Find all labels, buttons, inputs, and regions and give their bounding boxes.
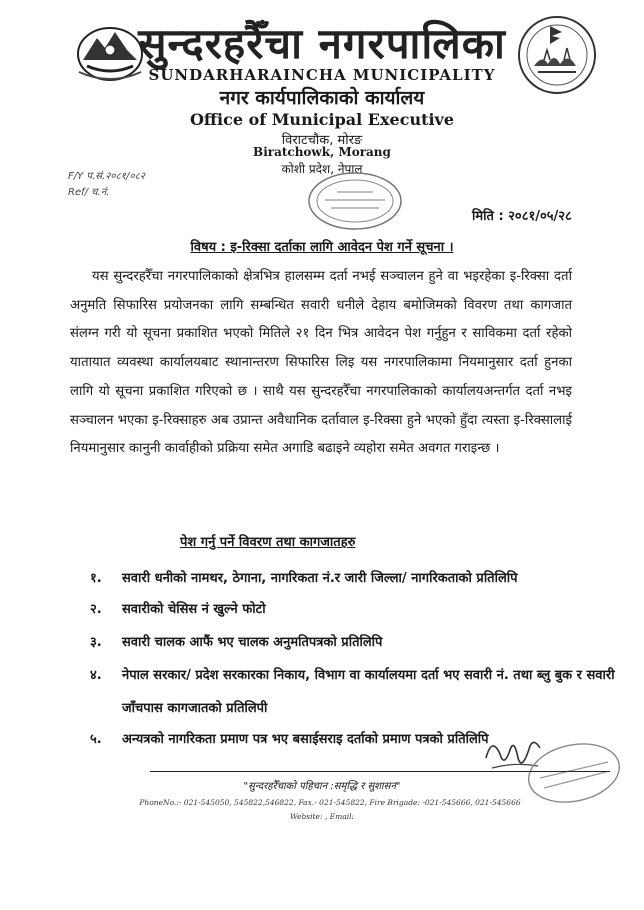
notice-subject: विषय : इ-रिक्सा दर्ताका लागि आवेदन पेश गर्ने सूचना । (190, 240, 454, 255)
office-name-english: Office of Municipal Executive (189, 110, 455, 129)
office-name-nepali: नगर कार्यपालिकाको कार्यालय (219, 87, 425, 109)
notice-date: मिति : २०८१/०५/२८ (472, 209, 572, 224)
document-item-number: १. (90, 571, 102, 586)
documents-heading: पेश गर्नु पर्ने विवरण तथा कागजातहरु (180, 535, 356, 550)
municipality-name-nepali: सुन्दरहरैँचा नगरपालिका (138, 19, 506, 68)
document-item (90, 659, 622, 725)
document-item (90, 593, 590, 626)
document-item (90, 562, 590, 595)
document-item-number: ५. (90, 732, 102, 747)
office-stamp-icon (303, 166, 407, 236)
document-item (90, 626, 590, 659)
document-item-text: नेपाल सरकार/ प्रदेश सरकारका निकाय, विभाग वा कार्यालयमा दर्ता भए सवारी नं. तथा ब्लु बुक र सवारी जाँचपास कागजातको प्रतिलिपी (122, 668, 615, 716)
municipality-name-english: SUNDARHARAINCHA MUNICIPALITY (148, 66, 496, 84)
document-item-text: सवारी चालक आफैं भए चालक अनुमतिपत्रको प्रतिलिपि (122, 635, 383, 650)
footer-slogan: "सुन्दरहरैँचाको पहिचान :समृद्धि र सुशासन" (243, 781, 401, 792)
address-nepali: विराटचौक, मोरङ (281, 133, 363, 148)
municipality-logo-icon (514, 14, 600, 96)
document-item-number: २. (90, 602, 102, 617)
document-item-text: अन्यत्रको नागरिकता प्रमाण पत्र भए बसाईसराइ दर्ताको प्रमाण पत्रको प्रतिलिपि (122, 732, 489, 747)
document-item-number: ३. (90, 635, 102, 650)
document-item-text: सवारीको चेसिस नं खुल्ने फोटो (122, 602, 266, 617)
dispatch-number: Ref/ च.नं. (68, 187, 110, 198)
footer-web-email: Website: , Email: (289, 812, 355, 821)
fiscal-year-ref: F/Y प.सं.२०८१/०८२ (68, 171, 145, 182)
footer-contacts: PhoneNo.:- 021-545050, 545822,546822, Fax.- 021-545822, Fire Brigade: -021-545666, 021-545666 (139, 798, 521, 807)
notice-body-paragraph: यस सुन्दरहरैँचा नगरपालिकाको क्षेत्रभित्र हालसम्म दर्ता नभई सञ्चालन हुने वा भइरहेका इ-रिक्सा दर्ता अनुमति सिफारिस प्रयोजनका लागि सम्बन्धित सवारी धनीले देहाय बमोजिमको विवरण तथा कागजात संलग्न गरी यो सूचना प्रकाशित भएको मितिले २१ दिन भित्र आवेदन पेश गर्नुहुन र साविकमा दर्ता रहेको यातायात व्यवस्था कार्यालयबाट स्थानान्तरण सिफारिस लिइ यस नगरपालिकामा नियमानुसार दर्ता हुनका लागि यो सूचना प्रकाशित गरिएको छ । साथै यस सुन्दरहरैँचा नगरपालिकाको कार्यालयअन्तर्गत दर्ता नभइ सञ्चालन भएका इ-रिक्साहरु अब उप्रान्त अवैधानिक दर्तावाल इ-रिक्सा हुने भएको हुँदा त्यस्ता इ-रिक्सालाई नियमानुसार कानुनी कार्वाहीको प्रक्रिया समेत अगाडि बढाइने व्यहोरा समेत अवगत गराइन्छ । (70, 269, 572, 457)
address-english: Biratchowk, Morang (253, 145, 391, 159)
document-item-number: ४. (90, 668, 102, 683)
footer-divider (150, 771, 610, 772)
document-item-text: सवारी धनीको नामथर, ठेगाना, नागरिकता नं.र जारी जिल्ला/ नागरिकताको प्रतिलिपि (122, 571, 518, 586)
province-nepali: कोशी प्रदेश, नेपाल (281, 162, 363, 176)
nepal-emblem-icon (75, 20, 145, 82)
